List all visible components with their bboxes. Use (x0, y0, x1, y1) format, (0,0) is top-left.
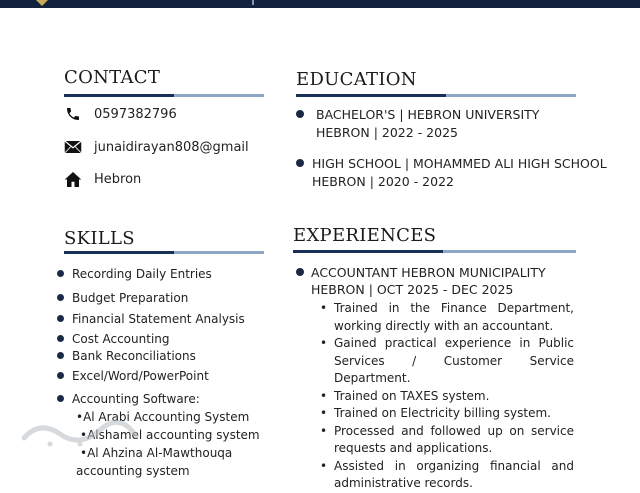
experience-role: ACCOUNTANT HEBRON MUNICIPALITY (311, 265, 546, 280)
contact-location (64, 169, 141, 189)
software-item: accounting system (76, 464, 190, 478)
logo-mark (36, 0, 48, 6)
skill-item: Accounting Software: (57, 391, 200, 407)
skills-heading: SKILLS (64, 228, 135, 249)
duty-item: • Gained practical experience in Public Services / Customer Service Department. (318, 335, 574, 388)
duty-item: • Trained on Electricity billing system. (318, 405, 574, 423)
bullet-icon (296, 110, 304, 118)
experiences-heading: EXPERIENCES (293, 225, 437, 246)
education-item (296, 155, 607, 191)
bullet-icon (57, 270, 64, 277)
education-place-dates: HEBRON | 2020 - 2022 (312, 174, 454, 189)
skill-item: Recording Daily Entries (57, 266, 212, 282)
contact-phone (64, 104, 177, 124)
bullet-icon (57, 372, 64, 379)
banner-divider (252, 0, 254, 5)
bullet-icon (57, 294, 64, 301)
software-item: •Al Arabi Accounting System (76, 410, 250, 424)
contact-email (64, 137, 249, 157)
duty-item: • Assisted in organizing financial and administrative records. (318, 458, 574, 493)
contact-rule (64, 94, 264, 97)
duty-item: • Trained in the Finance Department, working directly with an accountant. (318, 300, 574, 335)
skill-item: Excel/Word/PowerPoint (57, 368, 209, 384)
education-heading: EDUCATION (296, 69, 417, 90)
software-item: •Alshamel accounting system (80, 428, 260, 442)
education-item (296, 106, 539, 142)
education-degree: BACHELOR'S | HEBRON UNIVERSITY (316, 107, 540, 122)
bullet-icon (57, 352, 64, 359)
skills-rule (64, 251, 264, 254)
bullet-icon (57, 335, 64, 342)
bullet-icon (296, 268, 304, 276)
skill-item: Cost Accounting (57, 331, 170, 347)
education-place-dates: HEBRON | 2022 - 2025 (316, 125, 458, 140)
location-text: Hebron (94, 171, 142, 187)
email-address: junaidirayan808@gmail (94, 139, 249, 155)
education-degree: HIGH SCHOOL | MOHAMMED ALI HIGH SCHOOL (312, 156, 607, 171)
envelope-icon (64, 138, 82, 156)
skill-item: Budget Preparation (57, 290, 188, 306)
duty-item: • Processed and followed up on service requests and applications. (318, 423, 574, 458)
experience-place-dates: HEBRON | OCT 2025 - DEC 2025 (311, 282, 514, 297)
phone-number: 0597382796 (94, 106, 177, 122)
phone-icon (64, 105, 82, 123)
experience-duties (318, 300, 574, 493)
bullet-icon (57, 315, 64, 322)
watermark-logo (20, 412, 140, 458)
experiences-rule (293, 250, 576, 253)
top-banner (0, 0, 640, 8)
home-icon (64, 170, 82, 188)
contact-heading: CONTACT (64, 67, 161, 88)
duty-item: • Trained on TAXES system. (318, 388, 574, 406)
skill-item: Financial Statement Analysis (57, 311, 245, 327)
experience-title (296, 264, 546, 298)
bullet-icon (296, 159, 304, 167)
bullet-icon (57, 395, 64, 402)
software-item: •Al Ahzina Al-Mawthouqa (80, 446, 233, 460)
education-rule (296, 94, 576, 97)
skill-item: Bank Reconciliations (57, 348, 196, 364)
